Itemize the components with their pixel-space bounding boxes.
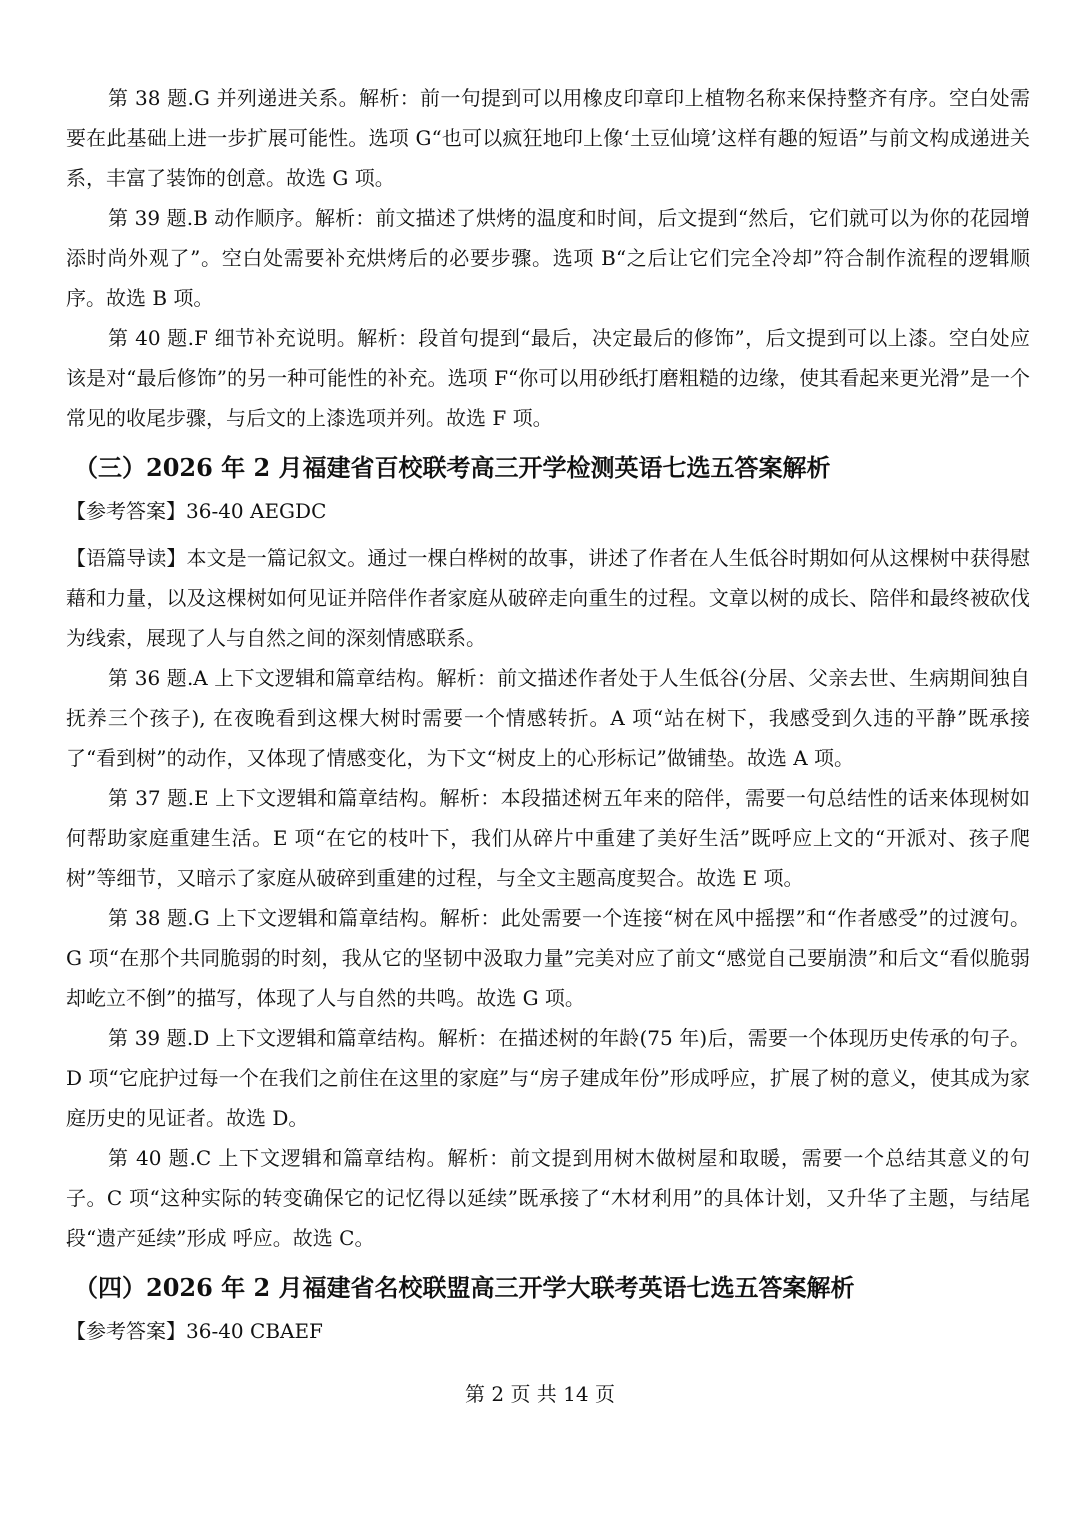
section-3-question-38: 第 38 题.G 上下文逻辑和篇章结构。解析：此处需要一个连接“树在风中摇摆”和“作者感受”的过渡句。G 项“在那个共同脆弱的时刻，我从它的坚韧中汲取力量”完美对应了前文“感觉自己要崩溃”和后文“看似脆弱却屹立不倒”的描写，体现了人与自然的共鸣。故选 G 项。 [66,906,1030,1010]
section-4-answer: 【参考答案】36-40 CBAEF [66,1319,323,1343]
section-3-question-37: 第 37 题.E 上下文逻辑和篇章结构。解析：本段描述树五年来的陪伴，需要一句总结性的话来体现树如何帮助家庭重建生活。E 项“在它的枝叶下，我们从碎片中重建了美好生活”既呼应上文的“开派对、孩子爬树”等细节，又暗示了家庭从破碎到重建的过程，与全文主题高度契合。故选 E 项。 [66,786,1030,890]
page-number-footer: 第 2 页 共 14 页 [465,1382,615,1406]
section-3-answer: 【参考答案】36-40 AEGDC [66,499,327,523]
continued-section [66,78,1030,438]
section-3 [66,448,1030,1258]
section-4 [66,1268,1030,1348]
section-3-question-36: 第 36 题.A 上下文逻辑和篇章结构。解析：前文描述作者处于人生低谷(分居、父亲去世、生病期间独自抚养三个孩子), 在夜晚看到这棵大树时需要一个情感转折。A 项“站在树下，我感受到久违的平静”既承接了“看到树”的动作，又体现了情感变化，为下文“树皮上的心形标记”做铺垫。故选 A 项。 [66,666,1030,770]
section-3-guide: 【语篇导读】本文是一篇记叙文。通过一棵白桦树的故事，讲述了作者在人生低谷时期如何从这棵树中获得慰藉和力量，以及这棵树如何见证并陪伴作者家庭从破碎走向重生的过程。文章以树的成长、陪伴和最终被砍伐为线索，展现了人与自然之间的深刻情感联系。 [66,546,1030,650]
question-38-explanation: 第 38 题.G 并列递进关系。解析：前一句提到可以用橡皮印章印上植物名称来保持整齐有序。空白处需要在此基础上进一步扩展可能性。选项 G“也可以疯狂地印上像‘土豆仙境’这样有趣的短语”与前文构成递进关系，丰富了装饰的创意。故选 G 项。 [66,86,1030,190]
section-4-heading: （四）2026 年 2 月福建省名校联盟高三开学大联考英语七选五答案解析 [74,1273,855,1302]
question-39-explanation: 第 39 题.B 动作顺序。解析：前文描述了烘烤的温度和时间，后文提到“然后，它们就可以为你的花园增添时尚外观了”。空白处需要补充烘烤后的必要步骤。选项 B“之后让它们完全冷却”符合制作流程的逻辑顺序。故选 B 项。 [66,206,1030,310]
section-3-heading: （三）2026 年 2 月福建省百校联考高三开学检测英语七选五答案解析 [74,453,831,482]
section-3-question-40: 第 40 题.C 上下文逻辑和篇章结构。解析：前文提到用树木做树屋和取暖，需要一个总结其意义的句子。C 项“这种实际的转变确保它的记忆得以延续”既承接了“木材利用”的具体计划，又升华了主题，与结尾段“遗产延续”形成 呼应。故选 C。 [66,1146,1030,1250]
question-40-explanation: 第 40 题.F 细节补充说明。解析：段首句提到“最后，决定最后的修饰”，后文提到可以上漆。空白处应该是对“最后修饰”的另一种可能性的补充。选项 F“你可以用砂纸打磨粗糙的边缘，使其看起来更光滑”是一个常见的收尾步骤，与后文的上漆选项并列。故选 F 项。 [66,326,1030,430]
section-3-question-39: 第 39 题.D 上下文逻辑和篇章结构。解析：在描述树的年龄(75 年)后，需要一个体现历史传承的句子。D 项“它庇护过每一个在我们之前住在这里的家庭”与“房子建成年份”形成呼应，扩展了树的意义，使其成为家庭历史的见证者。故选 D。 [66,1026,1030,1130]
